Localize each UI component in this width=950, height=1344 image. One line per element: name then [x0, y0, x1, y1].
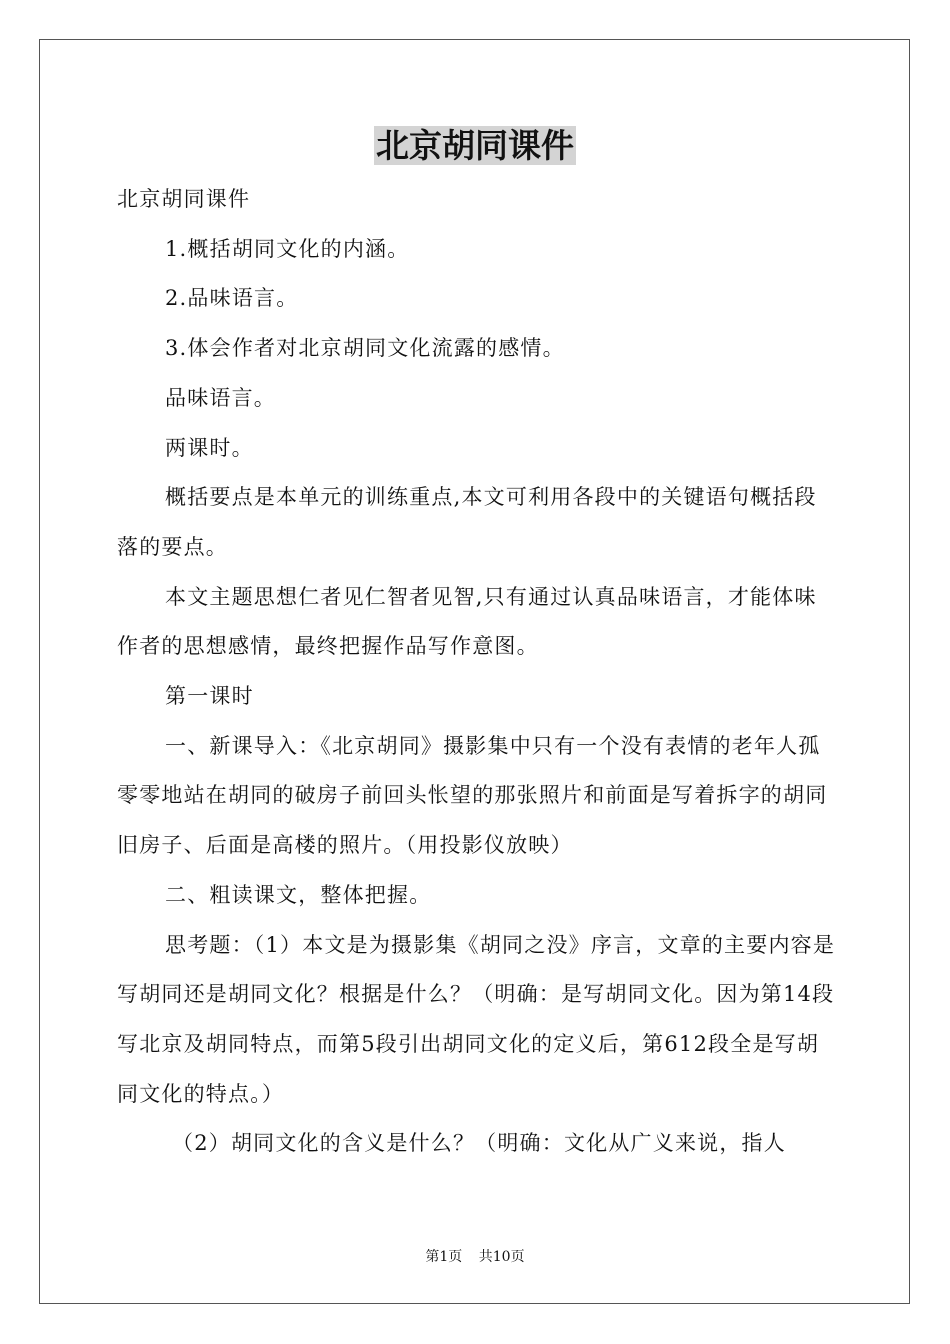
paragraph: 2.品味语言。	[165, 286, 299, 311]
paragraph: 1.概括胡同文化的内涵。	[165, 236, 410, 261]
paragraph: 第一课时	[165, 684, 254, 709]
page-total: 共10页	[478, 1249, 525, 1265]
paragraph: （2）胡同文化的含义是什么？（明确：文化从广义来说，指人	[172, 1131, 786, 1156]
document-title-text: 北京胡同课件	[376, 126, 574, 165]
paragraph: 3.体会作者对北京胡同文化流露的感情。	[165, 336, 565, 361]
paragraph: 品味语言。	[165, 385, 276, 410]
page-number: 第1页	[425, 1249, 463, 1265]
paragraph: 一、新课导入：《北京胡同》摄影集中只有一个没有表情的老年人孤零零地站在胡同的破房子前回头怅望的那张照片和前面是写着拆字的胡同旧房子、后面是高楼的照片。（用投影仪放映）	[117, 733, 828, 858]
document-body	[117, 175, 837, 1169]
document-title	[0, 124, 950, 168]
page-footer	[0, 1247, 950, 1267]
paragraph: 二、粗读课文，整体把握。	[165, 882, 432, 907]
paragraph: 两课时。	[165, 435, 254, 460]
paragraph: 北京胡同课件	[117, 187, 251, 211]
paragraph: 本文主题思想仁者见仁智者见智,只有通过认真品味语言，才能体味作者的思想感情，最终把握作品写作意图。	[117, 584, 817, 659]
paragraph: 概括要点是本单元的训练重点,本文可利用各段中的关键语句概括段落的要点。	[117, 485, 817, 559]
paragraph: 思考题：（1）本文是为摄影集《胡同之没》序言，文章的主要内容是写胡同还是胡同文化？根据是什么？（明确：是写胡同文化。因为第14段写北京及胡同特点，而第5段引出胡同文化的定义后，第612段全是写胡同文化的特点。）	[117, 932, 836, 1106]
